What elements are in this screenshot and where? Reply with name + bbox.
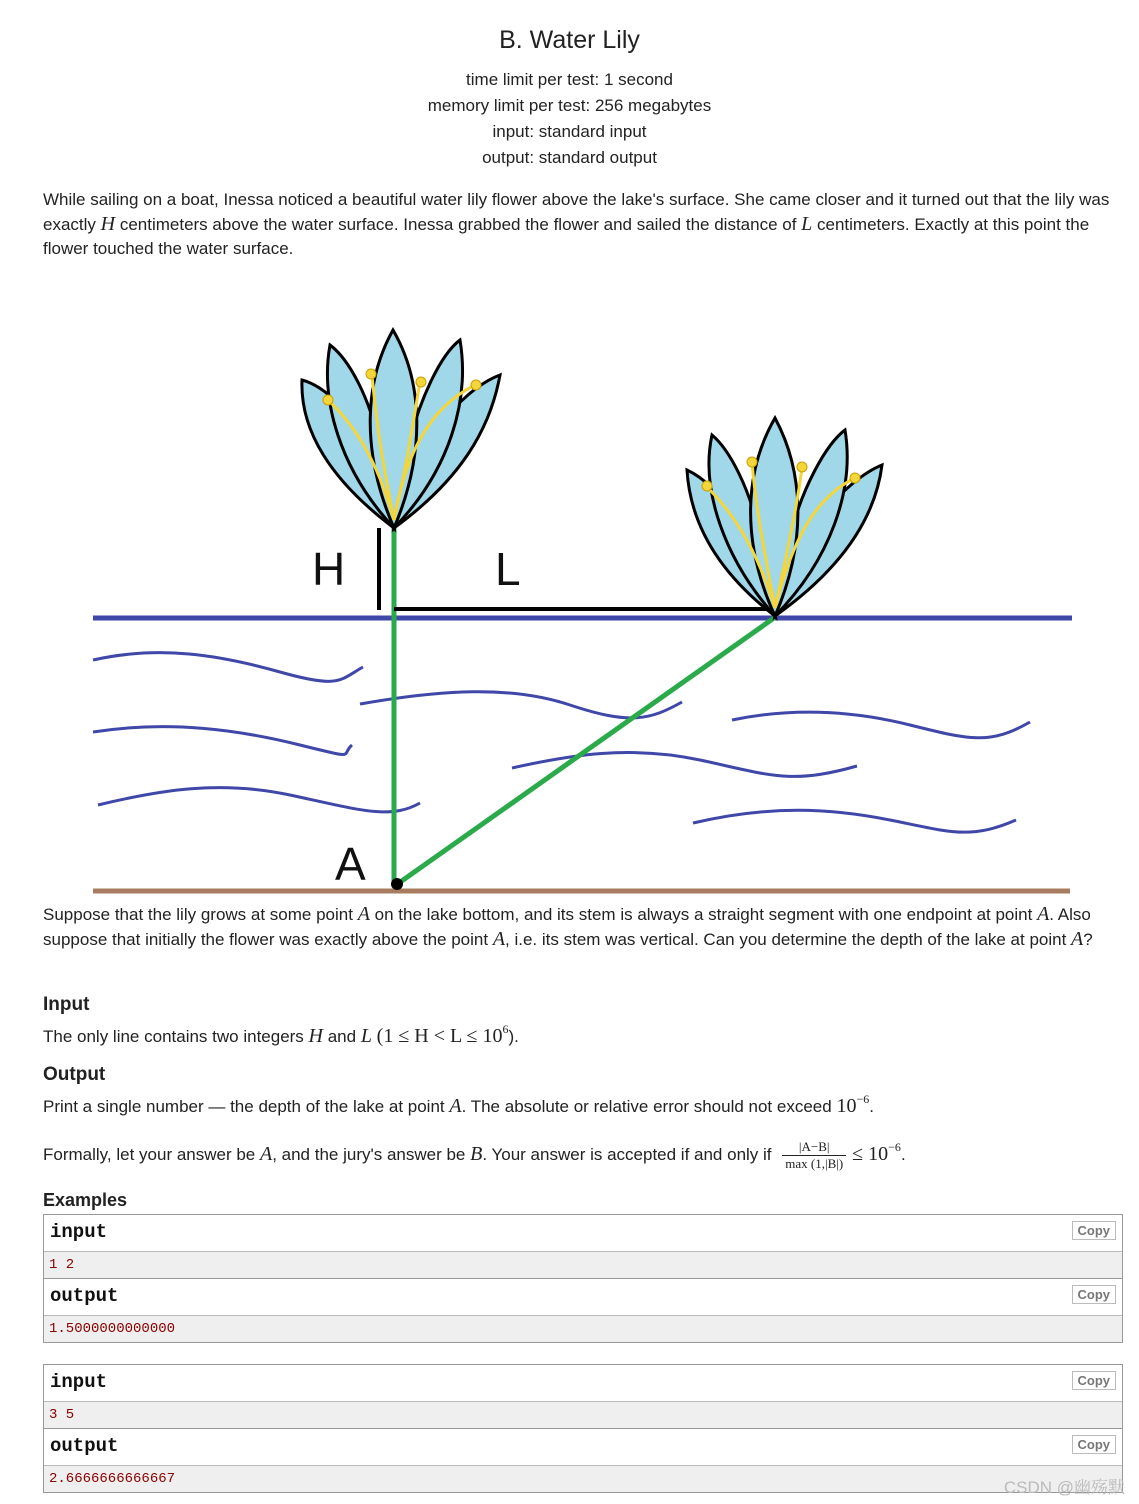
input-file: input: standard input <box>492 122 647 141</box>
example-output-label: output <box>50 1435 119 1457</box>
formal-text-part: . <box>900 1145 906 1164</box>
output-text <box>43 1087 1113 1119</box>
example-2 <box>43 1364 1123 1493</box>
statement-paragraph-1 <box>43 188 1113 261</box>
output-file: output: standard output <box>482 148 657 167</box>
examples-title: Examples <box>43 1190 128 1210</box>
example-output-header <box>44 1429 1122 1466</box>
wave <box>93 727 352 755</box>
wave <box>732 712 1030 738</box>
leq-bound: ≤ 10 <box>852 1143 889 1165</box>
copy-button[interactable]: Copy <box>1072 1221 1117 1240</box>
output-text-part: . The absolute or relative error should not exceed <box>461 1097 837 1116</box>
formal-text-part: . Your answer is accepted if and only if <box>482 1145 777 1164</box>
statement-paragraph-2 <box>43 902 1113 952</box>
input-section <box>43 993 1113 1049</box>
example-input-value: 1 2 <box>44 1252 1122 1279</box>
var-b: B <box>470 1143 483 1165</box>
example-output-value: 2.6666666666667 <box>44 1466 1122 1492</box>
example-input-header <box>44 1365 1122 1402</box>
label-a: A <box>335 838 366 890</box>
formal-text <box>43 1135 1113 1172</box>
output-text-part: Print a single number — the depth of the lake at point <box>43 1097 450 1116</box>
formal-text-part: , and the jury's answer be <box>272 1145 471 1164</box>
constraint-exp: 6 <box>502 1022 509 1036</box>
label-h: H <box>312 543 346 595</box>
example-output-header <box>44 1279 1122 1316</box>
flower-right <box>687 418 882 616</box>
example-input-value: 3 5 <box>44 1402 1122 1429</box>
constraint-end: ). <box>508 1027 519 1046</box>
var-l: L <box>360 1025 372 1047</box>
problem-title: B. Water Lily <box>499 26 640 54</box>
var-h: H <box>100 213 116 235</box>
statement-text: . Also suppose that initially the flower was exactly above the point <box>43 905 1091 949</box>
var-a: A <box>449 1095 462 1117</box>
example-input-header <box>44 1215 1122 1252</box>
copy-button[interactable]: Copy <box>1072 1285 1117 1304</box>
tilted-stem <box>396 618 774 885</box>
wave <box>693 810 1016 832</box>
input-text-part: and <box>323 1027 361 1046</box>
var-l: L <box>801 213 813 235</box>
copy-button[interactable]: Copy <box>1072 1435 1117 1454</box>
statement-text: While sailing on a boat, Inessa noticed a beautiful water lily flower above the lake's surface. She came closer and it turned out that the lily was exactly <box>43 190 1110 234</box>
flower-left <box>302 330 500 528</box>
copy-button[interactable]: Copy <box>1072 1371 1117 1390</box>
var-a: A <box>492 928 506 950</box>
constraint: (1 ≤ H < L ≤ 10 <box>376 1025 503 1047</box>
formal-text-part: Formally, let your answer be <box>43 1145 260 1164</box>
output-text-part: . <box>869 1097 874 1116</box>
var-a: A <box>357 903 370 925</box>
time-limit: time limit per test: 1 second <box>466 70 673 89</box>
label-l: L <box>495 543 521 595</box>
fraction-denominator: max (1,|B|) <box>785 1156 844 1172</box>
waves <box>93 653 1030 833</box>
wave <box>98 788 420 812</box>
error-exp: −6 <box>856 1092 870 1106</box>
example-input-label: input <box>50 1221 108 1243</box>
example-output-value: 1.5000000000000 <box>44 1316 1122 1342</box>
leq-exp: −6 <box>888 1140 901 1154</box>
statement-text: Suppose that the lily grows at some point <box>43 905 358 924</box>
var-a: A <box>259 1143 273 1165</box>
problem-header <box>0 0 1139 171</box>
example-output-label: output <box>50 1285 119 1307</box>
output-title: Output <box>43 1064 106 1085</box>
statement-text: ? <box>1083 930 1093 949</box>
var-a: A <box>1037 903 1050 925</box>
error-fraction <box>782 1139 846 1172</box>
input-title: Input <box>43 994 90 1015</box>
wave <box>93 653 363 682</box>
statement-text: centimeters. Exactly at this point the flower touched the water surface. <box>43 215 1090 258</box>
wave <box>360 692 682 718</box>
point-a-dot <box>391 878 403 890</box>
example-1 <box>43 1214 1123 1343</box>
statement-text: centimeters above the water surface. Inessa grabbed the flower and sailed the distance of <box>115 215 802 234</box>
statement-text: on the lake bottom, and its stem is always a straight segment with one endpoint at point <box>369 905 1038 924</box>
watermark: CSDN @幽殇默 <box>1003 1478 1125 1497</box>
input-text <box>43 1017 1113 1049</box>
water-lily-figure <box>90 300 1075 900</box>
example-input-label: input <box>50 1371 108 1393</box>
memory-limit: memory limit per test: 256 megabytes <box>427 96 712 115</box>
var-h: H <box>308 1025 323 1047</box>
var-a: A <box>1071 928 1084 950</box>
fraction-numerator: |A−B| <box>782 1139 846 1156</box>
statement-text: , i.e. its stem was vertical. Can you determine the depth of the lake at point <box>505 930 1072 949</box>
error-base: 10 <box>836 1095 857 1117</box>
input-text-part: The only line contains two integers <box>43 1027 309 1046</box>
output-section <box>43 1063 1113 1172</box>
